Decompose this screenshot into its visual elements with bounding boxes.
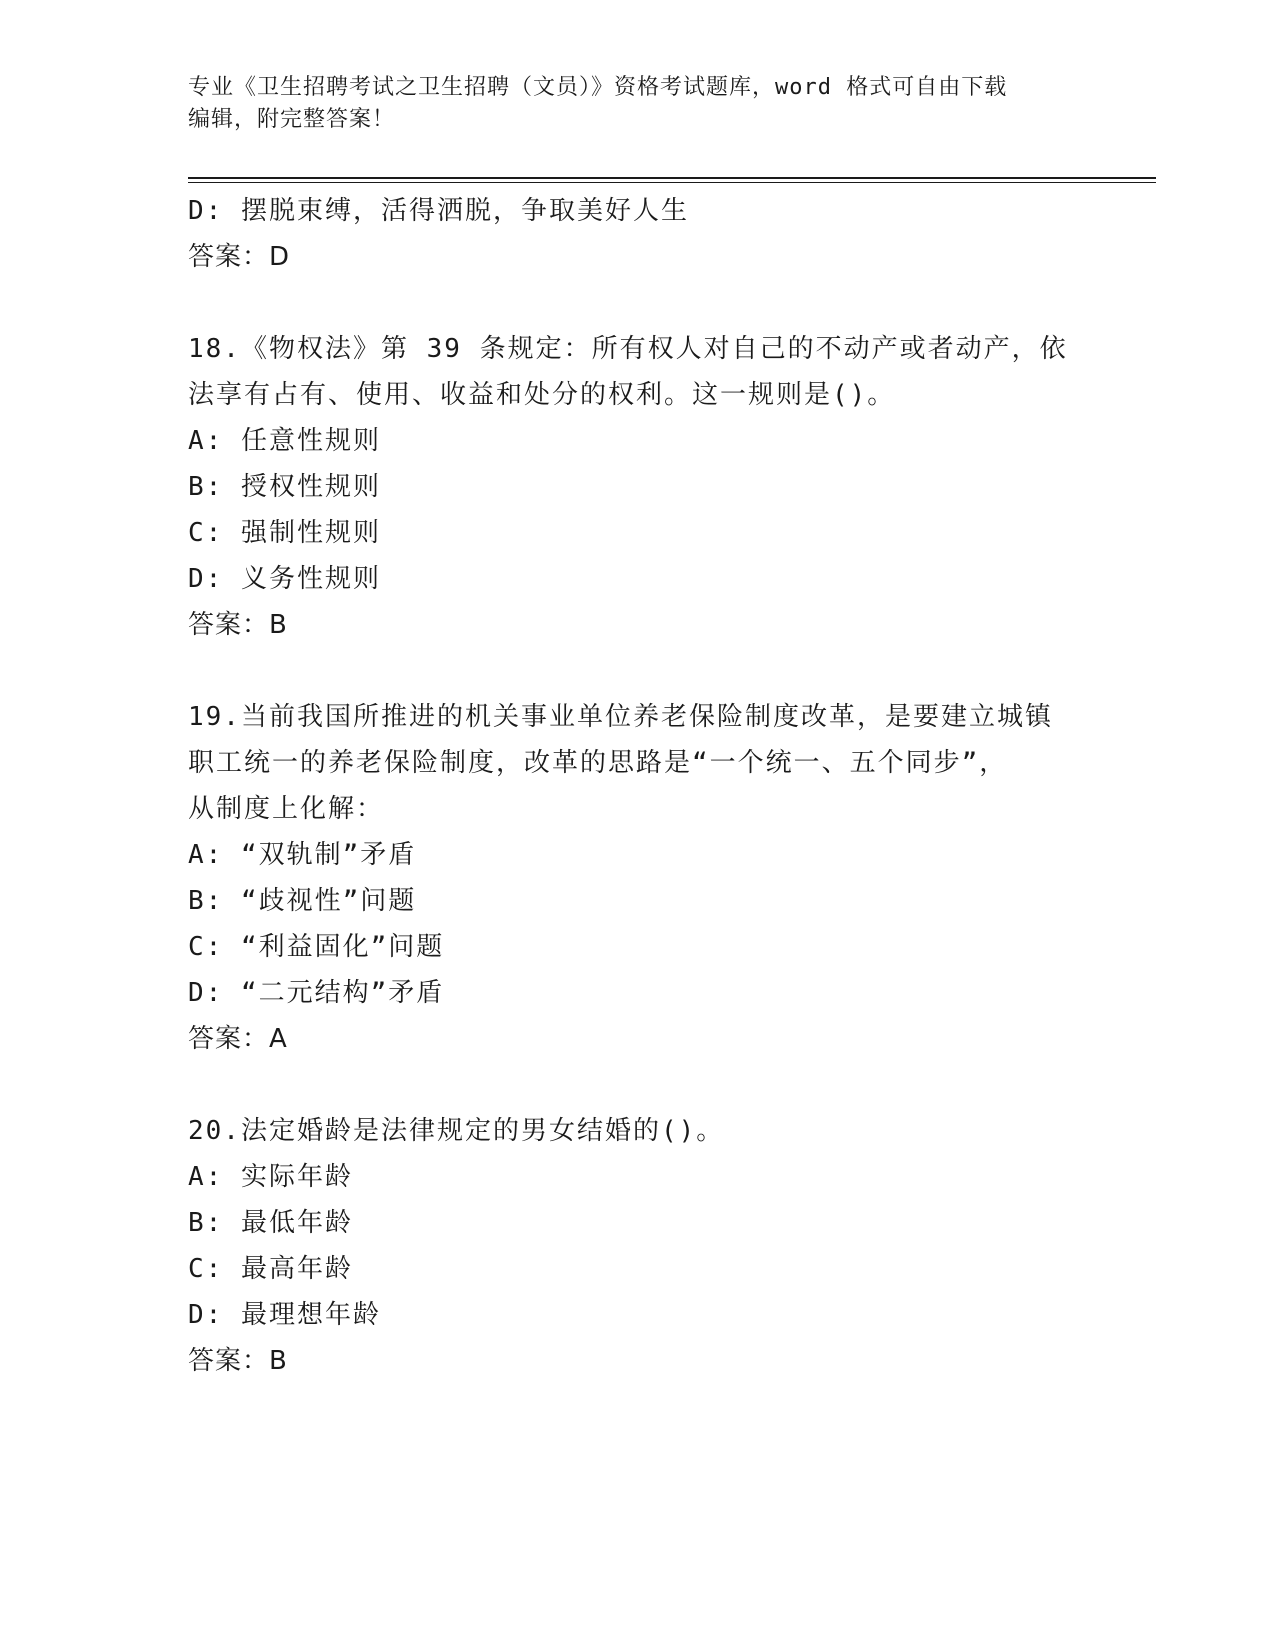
option-b: B: 授权性规则 <box>188 472 381 502</box>
question-19 <box>188 694 1088 1062</box>
header-line-2: 编辑，附完整答案！ <box>188 107 396 132</box>
option-b: B: “歧视性”问题 <box>188 886 417 916</box>
header-divider-thick <box>188 177 1156 179</box>
spacer <box>188 1062 1088 1108</box>
answer: 答案：B <box>188 1346 288 1376</box>
option-a: A: 实际年龄 <box>188 1162 353 1192</box>
header-divider-thin <box>188 182 1156 183</box>
option-d: D: 义务性规则 <box>188 564 381 594</box>
spacer <box>188 648 1088 694</box>
question-stem-line: 从制度上化解： <box>188 794 385 824</box>
answer: 答案：A <box>188 1024 288 1054</box>
fragment-answer: 答案：D <box>188 242 291 272</box>
option-d: D: “二元结构”矛盾 <box>188 978 445 1008</box>
question-stem-line: 职工统一的养老保险制度，改革的思路是“一个统一、五个同步”， <box>188 748 1008 778</box>
option-a: A: “双轨制”矛盾 <box>188 840 417 870</box>
question-stem-line: 19.当前我国所推进的机关事业单位养老保险制度改革，是要建立城镇 <box>188 702 1053 732</box>
question-stem-line: 法享有占有、使用、收益和处分的权利。这一规则是()。 <box>188 380 896 410</box>
question-18 <box>188 326 1088 648</box>
question-stem-line: 18.《物权法》第 39 条规定：所有权人对自己的不动产或者动产，依 <box>188 334 1068 364</box>
option-c: C: “利益固化”问题 <box>188 932 445 962</box>
option-b: B: 最低年龄 <box>188 1208 353 1238</box>
option-a: A: 任意性规则 <box>188 426 381 456</box>
spacer <box>188 280 1088 326</box>
answer: 答案：B <box>188 610 288 640</box>
option-c: C: 最高年龄 <box>188 1254 353 1284</box>
document-header <box>188 72 1088 136</box>
header-line-1: 专业《卫生招聘考试之卫生招聘（文员）》资格考试题库，word 格式可自由下载 <box>188 75 1008 100</box>
question-content <box>188 188 1088 1384</box>
question-stem-line: 20.法定婚龄是法律规定的男女结婚的()。 <box>188 1116 725 1146</box>
question-20 <box>188 1108 1088 1384</box>
option-c: C: 强制性规则 <box>188 518 381 548</box>
option-d: D: 最理想年龄 <box>188 1300 381 1330</box>
fragment-option-d: D: 摆脱束缚，活得洒脱，争取美好人生 <box>188 196 689 226</box>
